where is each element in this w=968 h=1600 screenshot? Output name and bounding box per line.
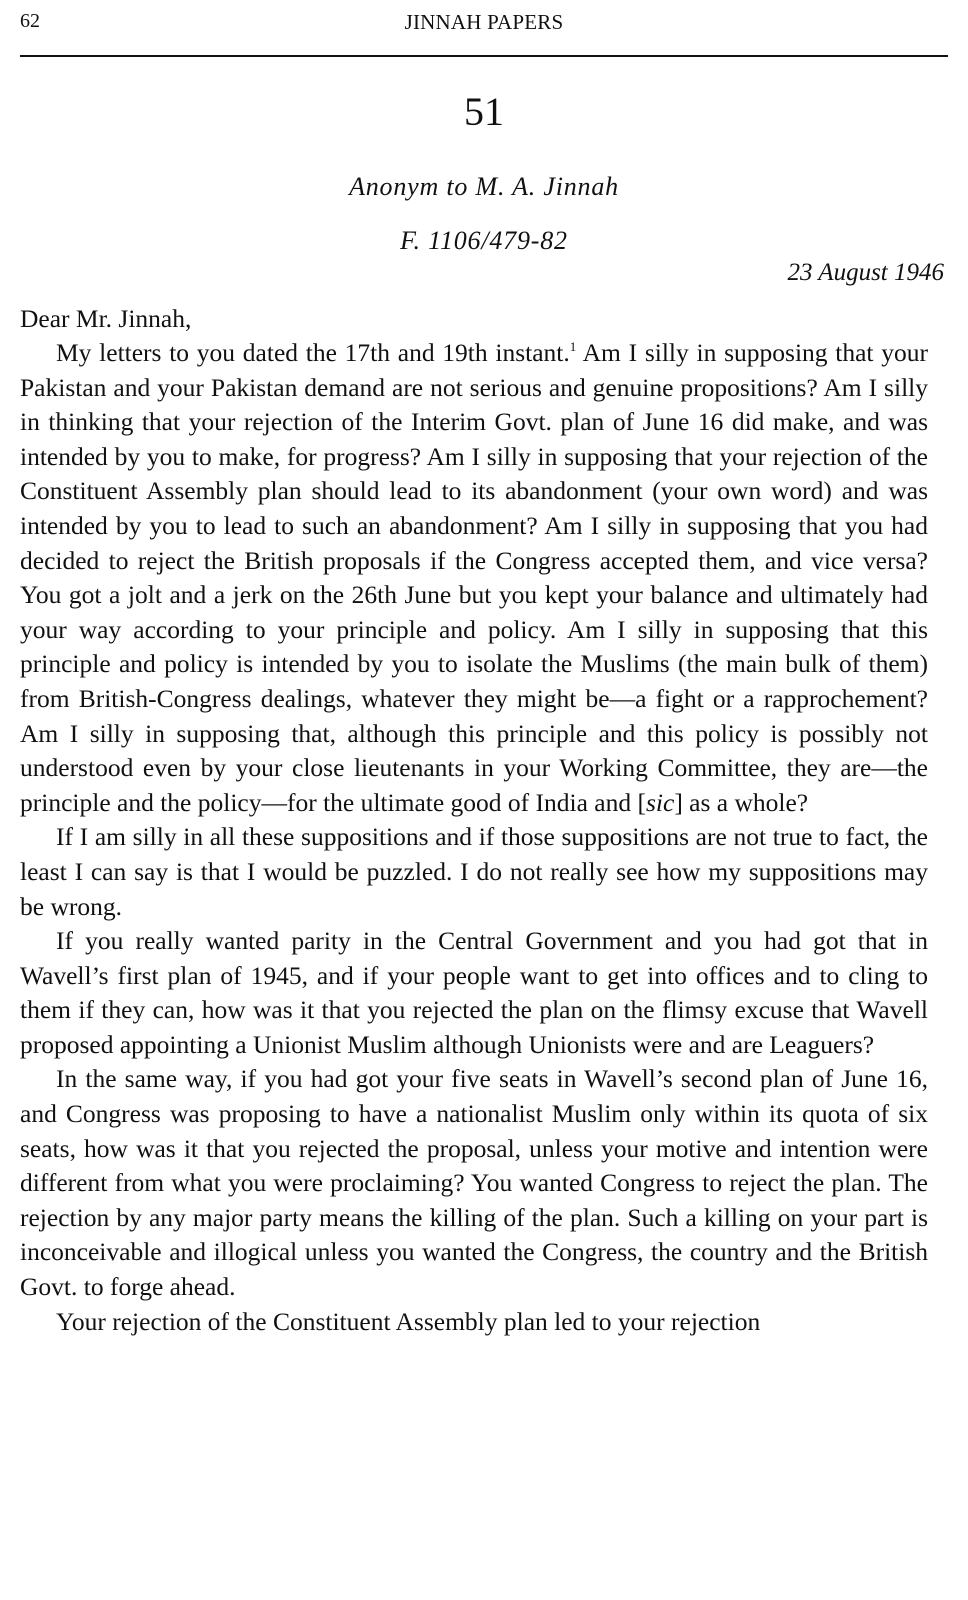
paragraph-4: In the same way, if you had got your five seats in Wavell’s second plan of June 16, and Congress was proposing to have a nationalist Muslim only within its quota of six seats, how was it that you rejected the proposal, unless your motive and intention were different from what you were proclaiming? You wanted Congress to reject the plan. The rejection by any major party means the killing of the plan. Such a killing on your part is inconceivable and illogical unless you wanted the Congress, the country and the British Govt. to forge ahead.	[20, 1064, 928, 1302]
paragraph-1	[20, 336, 928, 820]
page-header	[20, 10, 948, 50]
sic-annotation: sic	[645, 787, 675, 817]
document-number: 51	[464, 89, 504, 134]
file-reference: F. 1106/479-82	[400, 226, 568, 255]
running-head: JINNAH PAPERS	[404, 10, 564, 34]
paragraph-1-ending: ] as a whole?	[674, 787, 809, 817]
footnote-reference: 1	[569, 339, 577, 354]
page-number: 62	[20, 10, 40, 32]
document-title: Anonym to M. A. Jinnah	[349, 172, 619, 201]
salutation: Dear Mr. Jinnah,	[20, 304, 192, 333]
paragraph-1-text-continued: Am I silly in supposing that your Pakistan and your Pakistan demand are not serious and genuine propositions? Am I silly in thinking that your rejection of the Interim Govt. plan of June 16 did make, and was intended by you to make, for progress? Am I silly in supposing that your rejection of the Constituent Assembly plan should lead to its abandonment (your own word) and was intended by you to lead to such an abandonment? Am I silly in supposing that you had decided to reject the British proposals if the Congress accepted them, and vice versa? You got a jolt and a jerk on the 26th June but you kept your balance and ultimately had your way according to your principle and policy. Am I silly in supposing that this principle and policy is intended by you to isolate the Muslims (the main bulk of them) from British-Congress dealings, whatever they might be—a fight or a rapprochement? Am I silly in supposing that, although this principle and this policy is possibly not understood even by your close lieutenants in your Working Committee, they are—the principle and the policy—for the ultimate good of India and [	[20, 338, 928, 817]
paragraph-5: Your rejection of the Constituent Assembly plan led to your rejection	[56, 1306, 761, 1336]
paragraph-3: If you really wanted parity in the Central Government and you had got that in Wavell’s first plan of 1945, and if your people want to get into offices and to cling to them if they can, how was it that you rejected the plan on the flimsy excuse that Wavell proposed appointing a Unionist Muslim although Unionists were and are Leaguers?	[20, 926, 928, 1059]
letter-body	[20, 336, 928, 1339]
header-rule	[20, 55, 948, 57]
paragraph-1-text: My letters to you dated the 17th and 19th instant.	[56, 338, 570, 367]
paragraph-2: If I am silly in all these suppositions and if those suppositions are not true to fact, the least I can say is that I would be puzzled. I do not really see how my suppositions may be wrong.	[20, 822, 928, 921]
letter-date: 23 August 1946	[787, 259, 944, 286]
